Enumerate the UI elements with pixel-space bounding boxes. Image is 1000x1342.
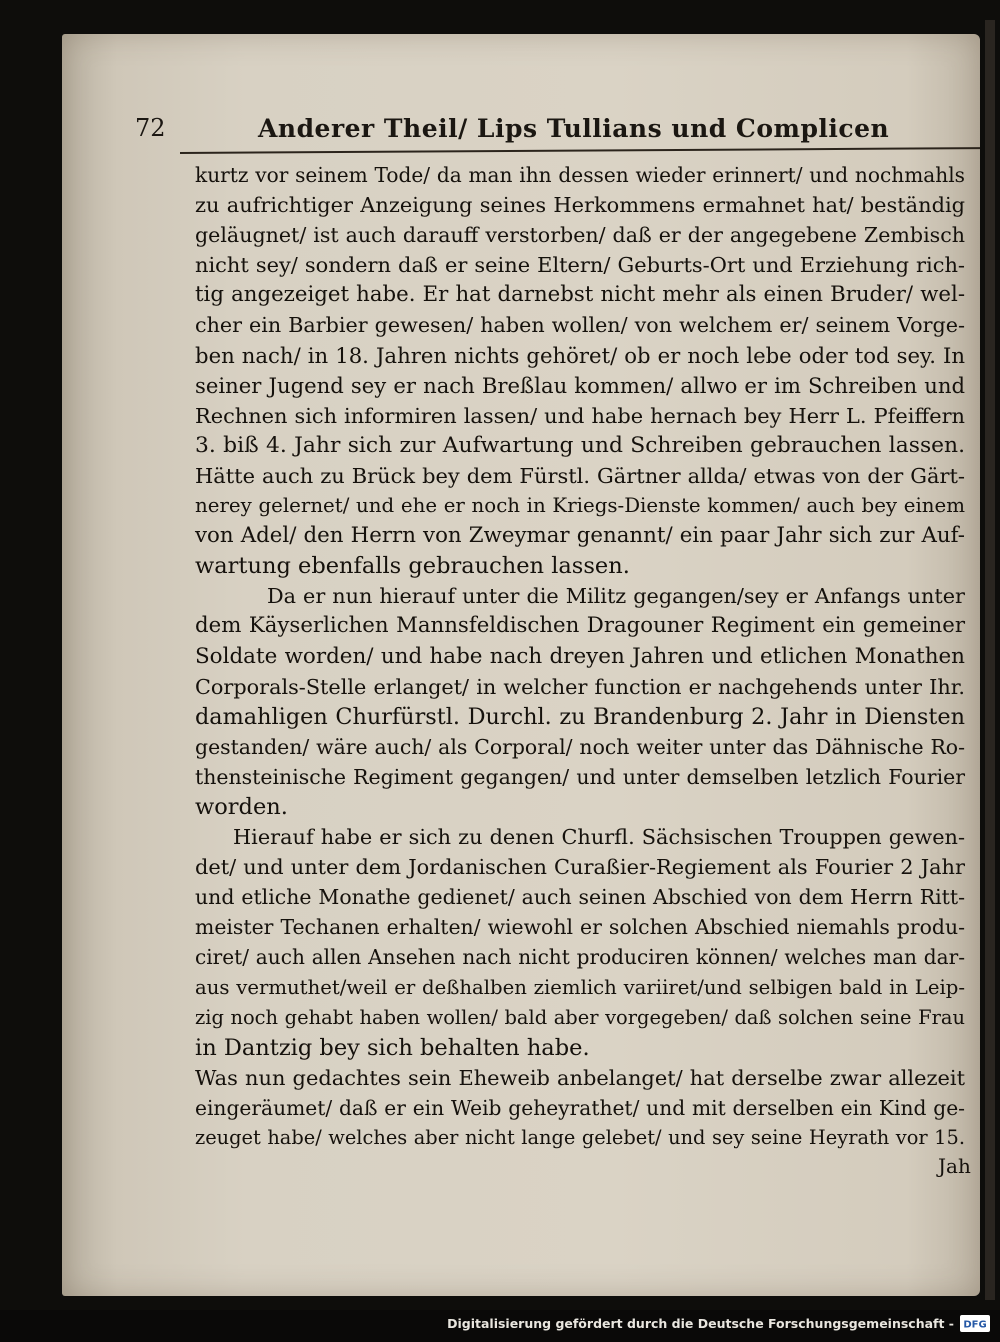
text-line: eingeräumet/ daß er ein Weib geheyrathet/ und mit derselben ein Kind ge- <box>195 1095 965 1120</box>
text-line: Hierauf habe er sich zu denen Churfl. Sächsischen Trouppen gewen- <box>233 825 965 850</box>
text-line: worden. <box>195 793 288 820</box>
text-line: seiner Jugend sey er nach Breßlau kommen/ allwo er im Schreiben und <box>195 372 965 398</box>
text-line: det/ und unter dem Jordanischen Curaßier-Regiement als Fourier 2 Jahr <box>195 855 965 880</box>
body-text <box>195 160 965 1153</box>
text-line: wartung ebenfalls gebrauchen lassen. <box>195 553 630 580</box>
text-line: Rechnen sich informiren lassen/ und habe hernach bey Herr L. Pfeiffern <box>195 403 965 428</box>
dfg-logo-text: DFG <box>963 1319 987 1330</box>
text-line: Hätte auch zu Brück bey dem Fürstl. Gärtner allda/ etwas von der Gärt- <box>195 463 965 488</box>
text-line: kurtz vor seinem Tode/ da man ihn dessen wieder erinnert/ und nochmahls <box>195 163 965 187</box>
text-line: nerey gelernet/ und ehe er noch in Kriegs-Dienste kommen/ auch bey einem <box>195 494 965 518</box>
text-line: Was nun gedachtes sein Eheweib anbelanget/ hat derselbe zwar allezeit <box>195 1065 965 1090</box>
text-line: ben nach/ in 18. Jahren nichts gehöret/ ob er noch lebe oder tod sey. In <box>195 342 965 368</box>
running-head <box>110 92 890 143</box>
text-line: zig noch gehabt haben wollen/ bald aber vorgegeben/ daß solchen seine Frau <box>195 1005 965 1029</box>
text-line: meister Techanen erhalten/ wiewohl er solchen Abschied niemahls produ- <box>195 915 965 940</box>
funding-credit: Digitalisierung gefördert durch die Deutsche Forschungsgemeinschaft - <box>447 1316 954 1331</box>
text-line: cher ein Barbier gewesen/ haben wollen/ von welchem er/ seinem Vorge- <box>195 313 965 338</box>
text-line: nicht sey/ sondern daß er seine Eltern/ Geburts-Ort und Erziehung rich- <box>195 253 965 278</box>
text-line: Da er nun hierauf unter die Militz gegangen/sey er Anfangs unter <box>267 584 965 609</box>
text-line: zeuget habe/ welches aber nicht lange gelebet/ und sey seine Heyrath vor 15. <box>195 1126 965 1149</box>
text-line: zu aufrichtiger Anzeigung seines Herkommens ermahnet hat/ beständig <box>195 193 965 218</box>
text-line: gestanden/ wäre auch/ als Corporal/ noch weiter unter das Dähnische Ro- <box>195 734 965 759</box>
text-line: ciret/ auch allen Ansehen nach nicht produciren können/ welches man dar- <box>195 945 965 970</box>
text-line: tig angezeiget habe. Er hat darnebst nicht mehr als einen Bruder/ wel- <box>195 282 965 308</box>
text-line: damahligen Churfürstl. Durchl. zu Brandenburg 2. Jahr in Diensten <box>195 703 965 730</box>
footer-bar <box>0 1310 1000 1342</box>
text-line: geläugnet/ ist auch darauff verstorben/ daß er der angegebene Zembisch <box>195 223 965 248</box>
text-line: Corporals-Stelle erlanget/ in welcher function er nachgehends unter Ihr. <box>195 674 965 699</box>
running-head-title: Anderer Theil/ Lips Tullians und Complicen <box>258 114 890 143</box>
text-line: aus vermuthet/weil er deßhalben ziemlich variiret/und selbigen bald in Leip- <box>195 975 965 999</box>
text-line: und etliche Monathe gedienet/ auch seinen Abschied von dem Herrn Ritt- <box>195 885 965 910</box>
dfg-logo-icon <box>960 1315 990 1332</box>
text-line: thensteinische Regiment gegangen/ und unter demselben letzlich Fourier <box>195 764 965 789</box>
text-line: 3. biß 4. Jahr sich zur Aufwartung und Schreiben gebrauchen lassen. <box>195 432 965 458</box>
text-line: dem Käyserlichen Mannsfeldischen Dragouner Regiment ein gemeiner <box>195 613 965 639</box>
text-line: Soldate worden/ und habe nach dreyen Jahren und etlichen Monathen <box>195 643 965 669</box>
text-line: von Adel/ den Herrn von Zweymar genannt/ ein paar Jahr sich zur Auf- <box>195 523 965 549</box>
text-line: in Dantzig bey sich behalten habe. <box>195 1034 590 1061</box>
book-gutter-edge <box>985 20 995 1300</box>
page-number: 72 <box>135 114 166 142</box>
catchword: Jah <box>938 1154 971 1178</box>
